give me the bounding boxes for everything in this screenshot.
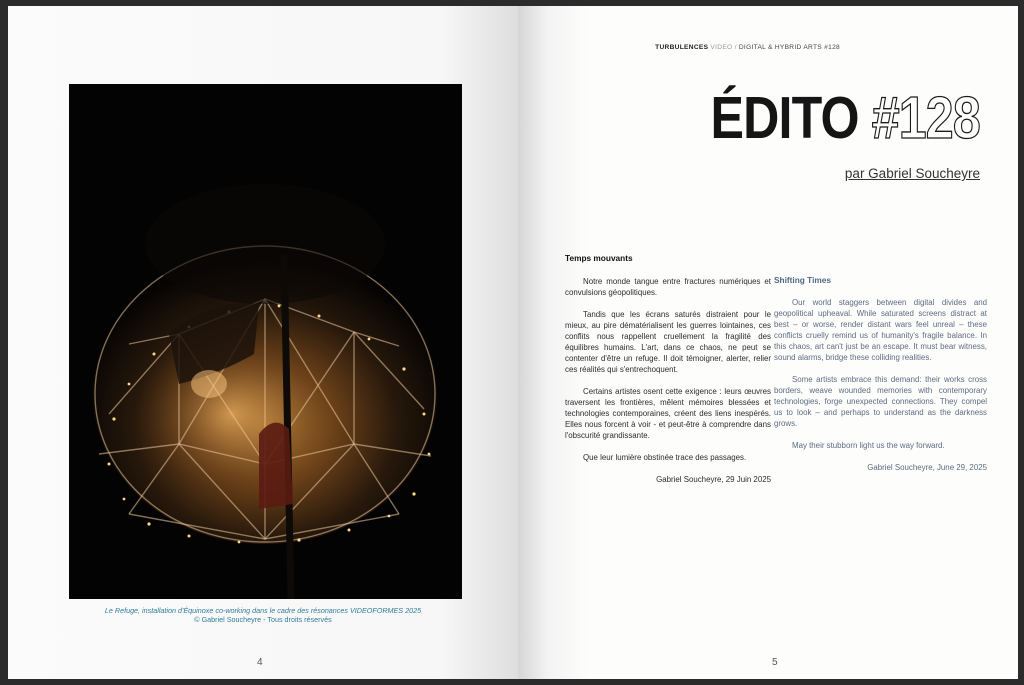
english-paragraph: Some artists embrace this demand: their works cross borders, weave wounded memories with contemporary technologies, forge unexpected connections. They compel us to look – and perhaps to understand as the darkness grows. xyxy=(774,375,987,428)
french-paragraph: Que leur lumière obstinée trace des passages. xyxy=(583,453,747,462)
french-paragraph: Notre monde tangue entre fractures numériques et convulsions géopolitiques. xyxy=(565,277,771,297)
author-byline: par Gabriel Soucheyre xyxy=(844,166,980,181)
english-paragraph: May their stubborn light us the way forward. xyxy=(792,441,945,450)
english-paragraph: Our world staggers between digital divides and geopolitical upheaval. While saturated screens distract at best – or worse, render distant wars feel unreal – these conflicts cruelly remind us of humanity's fragile balance. In this chaos, art can't just be an escape. It must bear witness, sound alarms, bridge these colliding realities. xyxy=(774,298,987,362)
left-page xyxy=(8,6,518,679)
section-name: VIDEO xyxy=(710,44,733,51)
caption-line-1: Le Refuge, installation d'Équinoxe co-working dans le cadre des résonances VIDEOFORMES 2025 xyxy=(104,606,422,615)
english-heading: Shifting Times xyxy=(774,275,832,285)
french-paragraph: Certains artistes osent cette exigence : leurs œuvres traversent les frontières, mêlent mémoires blessées et technologies contemporaines, créent des liens inespérés. Elles nous forcent à voir - et peut-être à comprendre dans l'obscurité grandissante. xyxy=(565,387,771,440)
photo-caption xyxy=(8,606,518,624)
running-head xyxy=(655,44,840,51)
english-column xyxy=(774,275,987,484)
page-number-right: 5 xyxy=(772,657,778,668)
title-edito: ÉDITO xyxy=(710,85,859,151)
issue-label: DIGITAL & HYBRID ARTS #128 xyxy=(738,44,840,51)
right-page xyxy=(518,6,1018,679)
french-column xyxy=(565,253,771,496)
caption-line-2: © Gabriel Soucheyre - Tous droits réservés xyxy=(194,615,332,624)
magazine-spread xyxy=(8,6,1018,679)
page-title xyxy=(710,85,980,151)
installation-photo xyxy=(69,84,462,599)
french-paragraph: Tandis que les écrans saturés distraient pour le mieux, au pire dématérialisent les guerres lointaines, ces conflits nous rappellent cruellement la fragilité des équilibres humains. L'art, dans ce chaos, ne peut se contenter d'être un refuge. Il doit témoigner, alerter, relier ces réalités qui s'entrechoquent. xyxy=(565,310,771,374)
running-head-separator: / xyxy=(734,44,737,51)
page-number-left: 4 xyxy=(257,657,263,668)
english-signature: Gabriel Soucheyre, June 29, 2025 xyxy=(867,463,987,472)
title-issue-number: #128 xyxy=(871,85,980,151)
magazine-name: TURBULENCES xyxy=(655,44,709,51)
french-signature: Gabriel Soucheyre, 29 Juin 2025 xyxy=(656,475,771,484)
french-heading: Temps mouvants xyxy=(565,253,633,263)
geodesic-dome-image xyxy=(69,84,462,599)
